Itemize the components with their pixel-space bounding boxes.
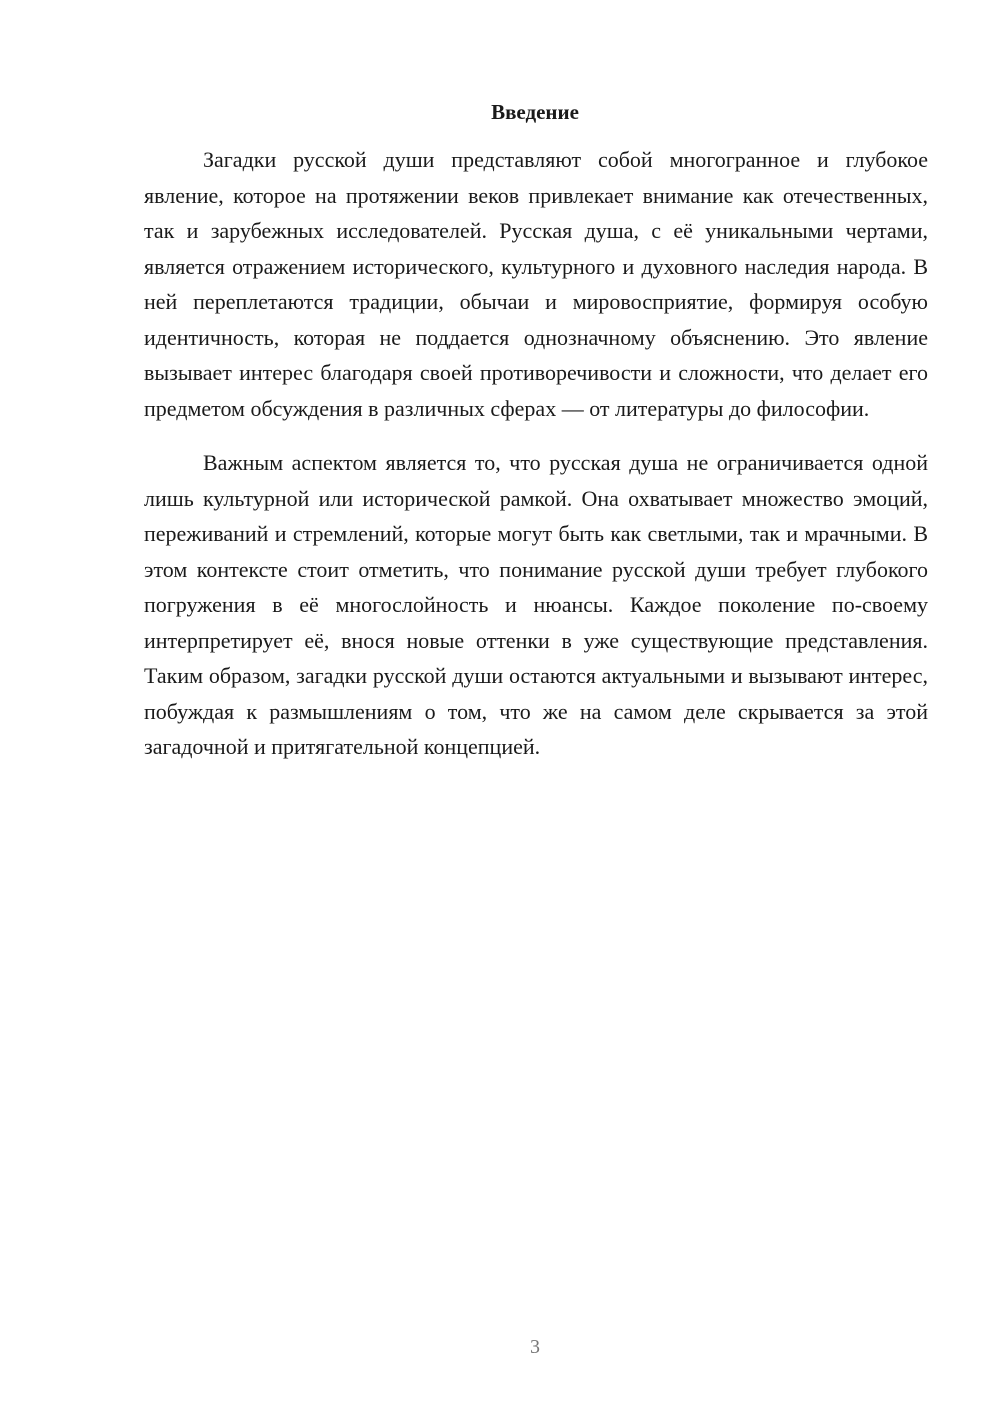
paragraph-2: Важным аспектом является то, что русская душа не ограничивается одной лишь культурной или исторической рамкой. Она охватывает множество эмоций, переживаний и стремлений, которые могут быть как светлыми, так и мрачными. В этом контексте стоит отметить, что понимание русской души требует глубокого погружения в её многослойность и нюансы. Каждое поколение по-своему интерпретирует её, внося новые оттенки в уже существующие представления. Таким образом, загадки русской души остаются актуальными и вызывают интерес, побуждая к размышлениям о том, что же на самом деле скрывается за этой загадочной и притягательной концепцией. [144, 450, 928, 759]
document-body [144, 142, 928, 765]
page-number: 3 [530, 1336, 540, 1358]
page-title: Введение [491, 100, 579, 124]
paragraph-1: Загадки русской души представляют собой многогранное и глубокое явление, которое на протяжении веков привлекает внимание как отечественных, так и зарубежных исследователей. Русская душа, с её уникальными чертами, является отражением исторического, культурного и духовного наследия народа. В ней переплетаются традиции, обычаи и мировосприятие, формируя особую идентичность, которая не поддается однозначному объяснению. Это явление вызывает интерес благодаря своей противоречивости и сложности, что делает его предметом обсуждения в различных сферах — от литературы до философии. [144, 147, 928, 421]
